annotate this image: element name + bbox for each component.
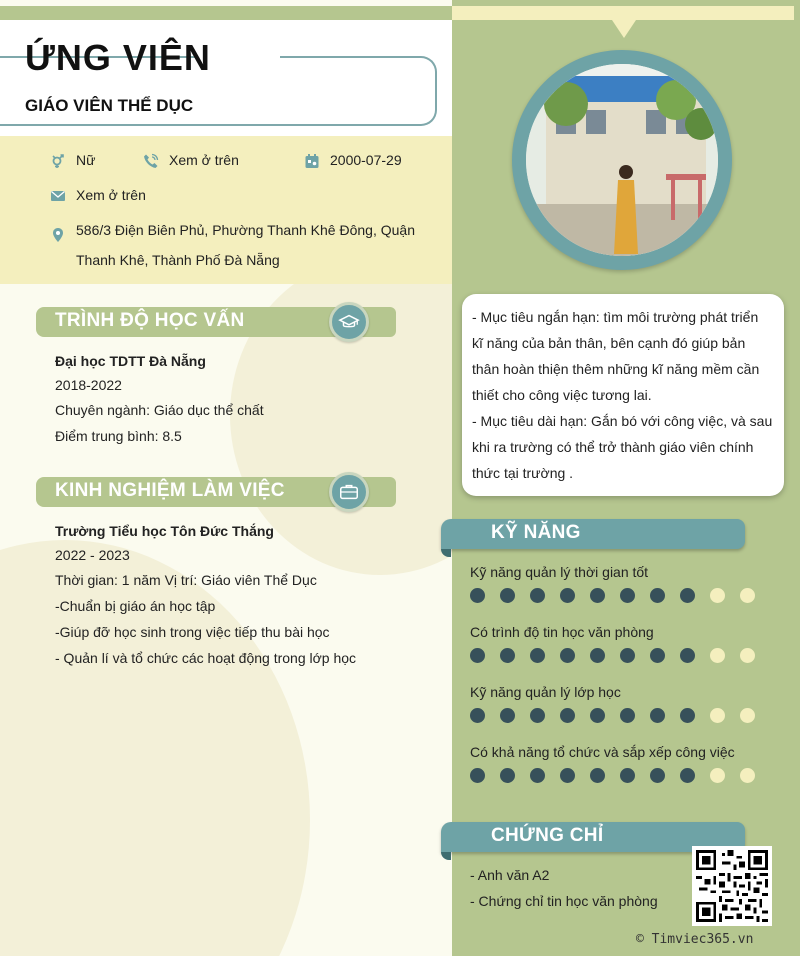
certificate-item: - Chứng chỉ tin học văn phòng — [470, 893, 658, 909]
skill-dot — [500, 708, 515, 723]
experience-company: Trường Tiểu học Tôn Đức Thắng — [55, 523, 274, 539]
top-strip — [0, 6, 452, 20]
skills-heading — [441, 519, 745, 549]
address-line-1: 586/3 Điện Biên Phủ, Phường Thanh Khê Đông, Quận — [76, 222, 415, 238]
skill-dot — [560, 588, 575, 603]
skill-dot — [560, 708, 575, 723]
skill-dot — [530, 648, 545, 663]
skill-dot — [500, 768, 515, 783]
skill-dot — [620, 768, 635, 783]
skill-rating — [470, 588, 755, 603]
objective-line: kĩ năng của bản thân, bên cạnh đó giúp bản — [472, 335, 746, 351]
experience-line: -Chuẩn bị giáo án học tập — [55, 598, 216, 614]
certificates-title: CHỨNG CHỈ — [491, 825, 604, 846]
skill-dot — [710, 768, 725, 783]
birthday-value: 2000-07-29 — [330, 152, 402, 168]
graduation-cap-icon — [329, 302, 369, 342]
skill-dot — [740, 648, 755, 663]
skill-dot — [710, 648, 725, 663]
right-top-strip — [452, 6, 794, 20]
skill-dot — [620, 588, 635, 603]
skill-dot — [470, 648, 485, 663]
skill-name: Kỹ năng quản lý thời gian tốt — [470, 564, 649, 580]
skill-dot — [470, 708, 485, 723]
skill-rating — [470, 768, 755, 783]
skill-dot — [470, 588, 485, 603]
skill-dot — [530, 708, 545, 723]
contact-birthday — [304, 152, 402, 169]
skill-dot — [740, 768, 755, 783]
skill-dot — [650, 708, 665, 723]
qr-code[interactable] — [692, 846, 772, 926]
skill-rating — [470, 648, 755, 663]
job-position: GIÁO VIÊN THỂ DỤC — [25, 96, 194, 115]
skill-name: Có trình độ tin học văn phòng — [470, 624, 654, 640]
skill-dot — [710, 588, 725, 603]
candidate-name: ỨNG VIÊN — [25, 37, 211, 78]
skill-dot — [680, 648, 695, 663]
phone-icon — [143, 153, 159, 169]
location-icon — [50, 227, 66, 243]
objective-line: - Mục tiêu dài hạn: Gắn bó với công việc, và sau — [472, 413, 773, 429]
skill-dot — [740, 708, 755, 723]
skill-dot — [590, 648, 605, 663]
phone-value: Xem ở trên — [169, 152, 239, 168]
skill-dot — [500, 648, 515, 663]
skill-dot — [680, 768, 695, 783]
skill-dot — [650, 648, 665, 663]
skill-dot — [530, 588, 545, 603]
gender-value: Nữ — [76, 152, 96, 168]
experience-years: 2022 - 2023 — [55, 547, 130, 563]
objective-line: khi ra trường có thể trở thành giáo viên chính — [472, 439, 754, 455]
skill-dot — [470, 768, 485, 783]
education-years: 2018-2022 — [55, 377, 122, 393]
objective-line: thân hoàn thiện thêm những kĩ năng mềm cần — [472, 361, 760, 377]
skill-dot — [680, 708, 695, 723]
skill-name: Có khả năng tổ chức và sắp xếp công việc — [470, 744, 735, 760]
skill-dot — [530, 768, 545, 783]
skills-title: KỸ NĂNG — [491, 522, 581, 543]
experience-title: KINH NGHIỆM LÀM VIỆC — [55, 480, 285, 501]
education-title: TRÌNH ĐỘ HỌC VẤN — [55, 310, 245, 331]
skill-dot — [710, 708, 725, 723]
education-gpa: Điểm trung bình: 8.5 — [55, 428, 182, 444]
education-heading — [36, 307, 396, 337]
experience-heading — [36, 477, 396, 507]
skill-dot — [560, 768, 575, 783]
contact-address — [50, 222, 430, 282]
objective-line: thiết cho công việc tương lai. — [472, 387, 652, 403]
mail-icon — [50, 188, 66, 204]
certificate-item: - Anh văn A2 — [470, 867, 550, 883]
experience-line: Thời gian: 1 năm Vị trí: Giáo viên Thể Dục — [55, 572, 317, 588]
objective-line: - Mục tiêu ngắn hạn: tìm môi trường phát triển — [472, 309, 759, 325]
skill-name: Kỹ năng quản lý lớp học — [470, 684, 621, 700]
skill-dot — [560, 648, 575, 663]
contact-email — [50, 187, 146, 204]
education-school: Đại học TDTT Đà Nẵng — [55, 353, 206, 369]
notch-decor — [612, 20, 636, 38]
contact-phone — [143, 152, 239, 169]
education-major: Chuyên ngành: Giáo dục thể chất — [55, 402, 264, 418]
briefcase-icon — [329, 472, 369, 512]
experience-line: - Quản lí và tổ chức các hoạt động trong lớp học — [55, 650, 357, 666]
calendar-icon — [304, 153, 320, 169]
skill-dot — [500, 588, 515, 603]
skill-dot — [590, 768, 605, 783]
objective-box — [462, 294, 784, 496]
contact-gender — [50, 152, 95, 169]
copyright: © Timviec365.vn — [636, 932, 754, 947]
skill-dot — [590, 708, 605, 723]
avatar — [526, 64, 718, 256]
objective-line: thức tại trường . — [472, 465, 574, 481]
skill-dot — [650, 588, 665, 603]
gender-icon — [50, 153, 66, 169]
skill-dot — [620, 708, 635, 723]
address-line-2: Thanh Khê, Thành Phố Đà Nẵng — [76, 252, 280, 268]
skill-dot — [620, 648, 635, 663]
skill-dot — [740, 588, 755, 603]
skill-rating — [470, 708, 755, 723]
skill-dot — [650, 768, 665, 783]
experience-line: -Giúp đỡ học sinh trong việc tiếp thu bài học — [55, 624, 330, 640]
skill-dot — [590, 588, 605, 603]
skill-dot — [680, 588, 695, 603]
email-value: Xem ở trên — [76, 187, 146, 203]
